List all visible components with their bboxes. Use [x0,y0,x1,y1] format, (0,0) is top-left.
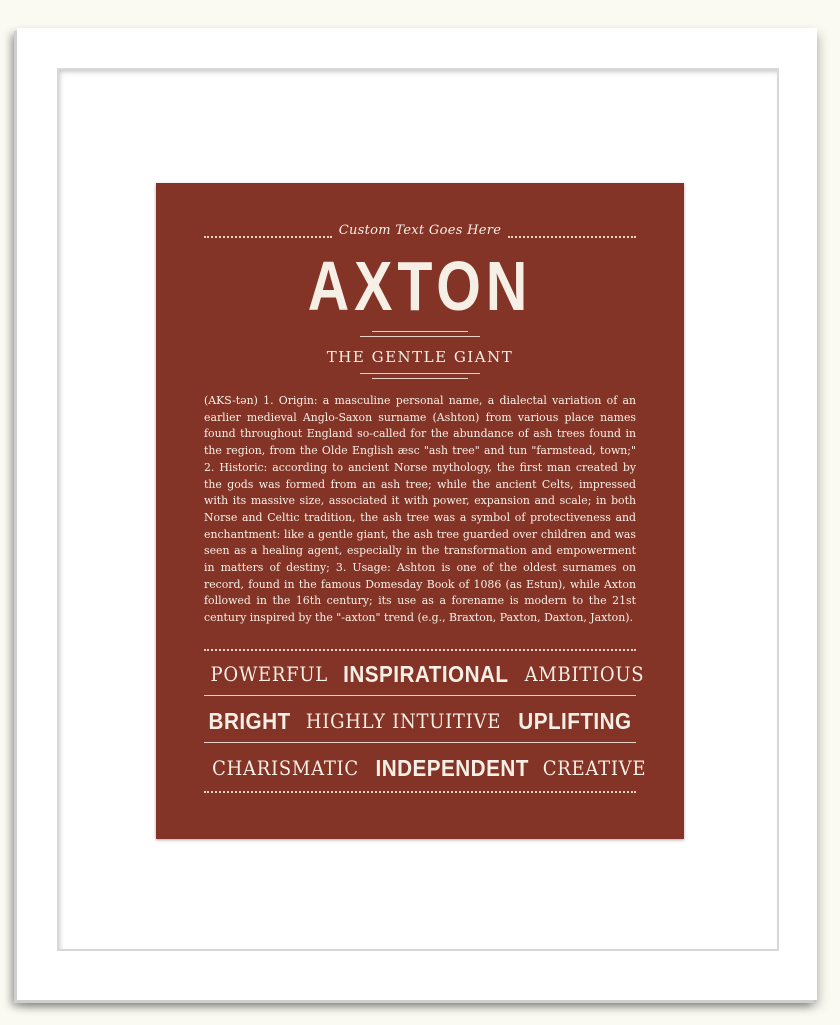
trait-word: INDEPENDENT [375,754,529,781]
rule-bottom-short [372,378,468,379]
trait-divider-1 [204,695,636,696]
rule-top-long [360,336,480,337]
trait-word: UPLIFTING [518,707,632,734]
trait-row-3 [204,751,647,785]
trait-divider-2 [204,742,636,743]
trait-word: BRIGHT [208,707,291,734]
frame-mat [57,68,779,951]
trait-word: CREATIVE [543,756,647,780]
rule-bottom-long [360,373,480,374]
rule-top-short [372,331,468,332]
name-title: AXTON [307,247,533,325]
trait-word: CHARISMATIC [212,756,359,780]
custom-text: Custom Text Goes Here [338,223,502,238]
trait-word: INSPIRATIONAL [343,660,509,687]
trait-row-2 [204,704,636,738]
trait-row-1 [204,657,645,691]
name-definition: (AKS-tən) 1. Origin: a masculine personal name, a dialectal variation of an earlier medieval Anglo-Saxon surname (Ashton) from various place names found throughout England so-called for the abundance of ash trees found in the region, from the Olde English æsc "ash tree" and tun "farmstead, town;" 2. Historic: according to ancient Norse mythology, the first man created by the gods was formed from an ash tree; while the ancient Celts, impressed with its massive size, associated it with power, expansion and scale; in both Norse and Celtic tradition, the ash tree was a symbol of protectiveness and enchantment: like a gentle giant, the ash tree guarded over children and was seen as a healing agent, especially in the transformation and empowerment in matters of destiny; 3. Usage: Ashton is one of the oldest surnames on record, found in the famous Domesday Book of 1086 (as Estun), while Axton followed in the 16th century; its use as a forename is modern to the 21st century inspired by the "-axton" trend (e.g., Braxton, Paxton, Daxton, Jaxton). [204,394,636,625]
trait-word: HIGHLY INTUITIVE [306,709,502,733]
trait-word: AMBITIOUS [524,662,645,686]
trait-word: POWERFUL [210,662,328,686]
name-print-panel [156,183,684,839]
dotted-rule-traits-bottom [204,791,636,793]
name-subtitle: THE GENTLE GIANT [326,348,514,366]
picture-frame [17,28,817,1000]
dotted-rule-traits-top [204,649,636,651]
